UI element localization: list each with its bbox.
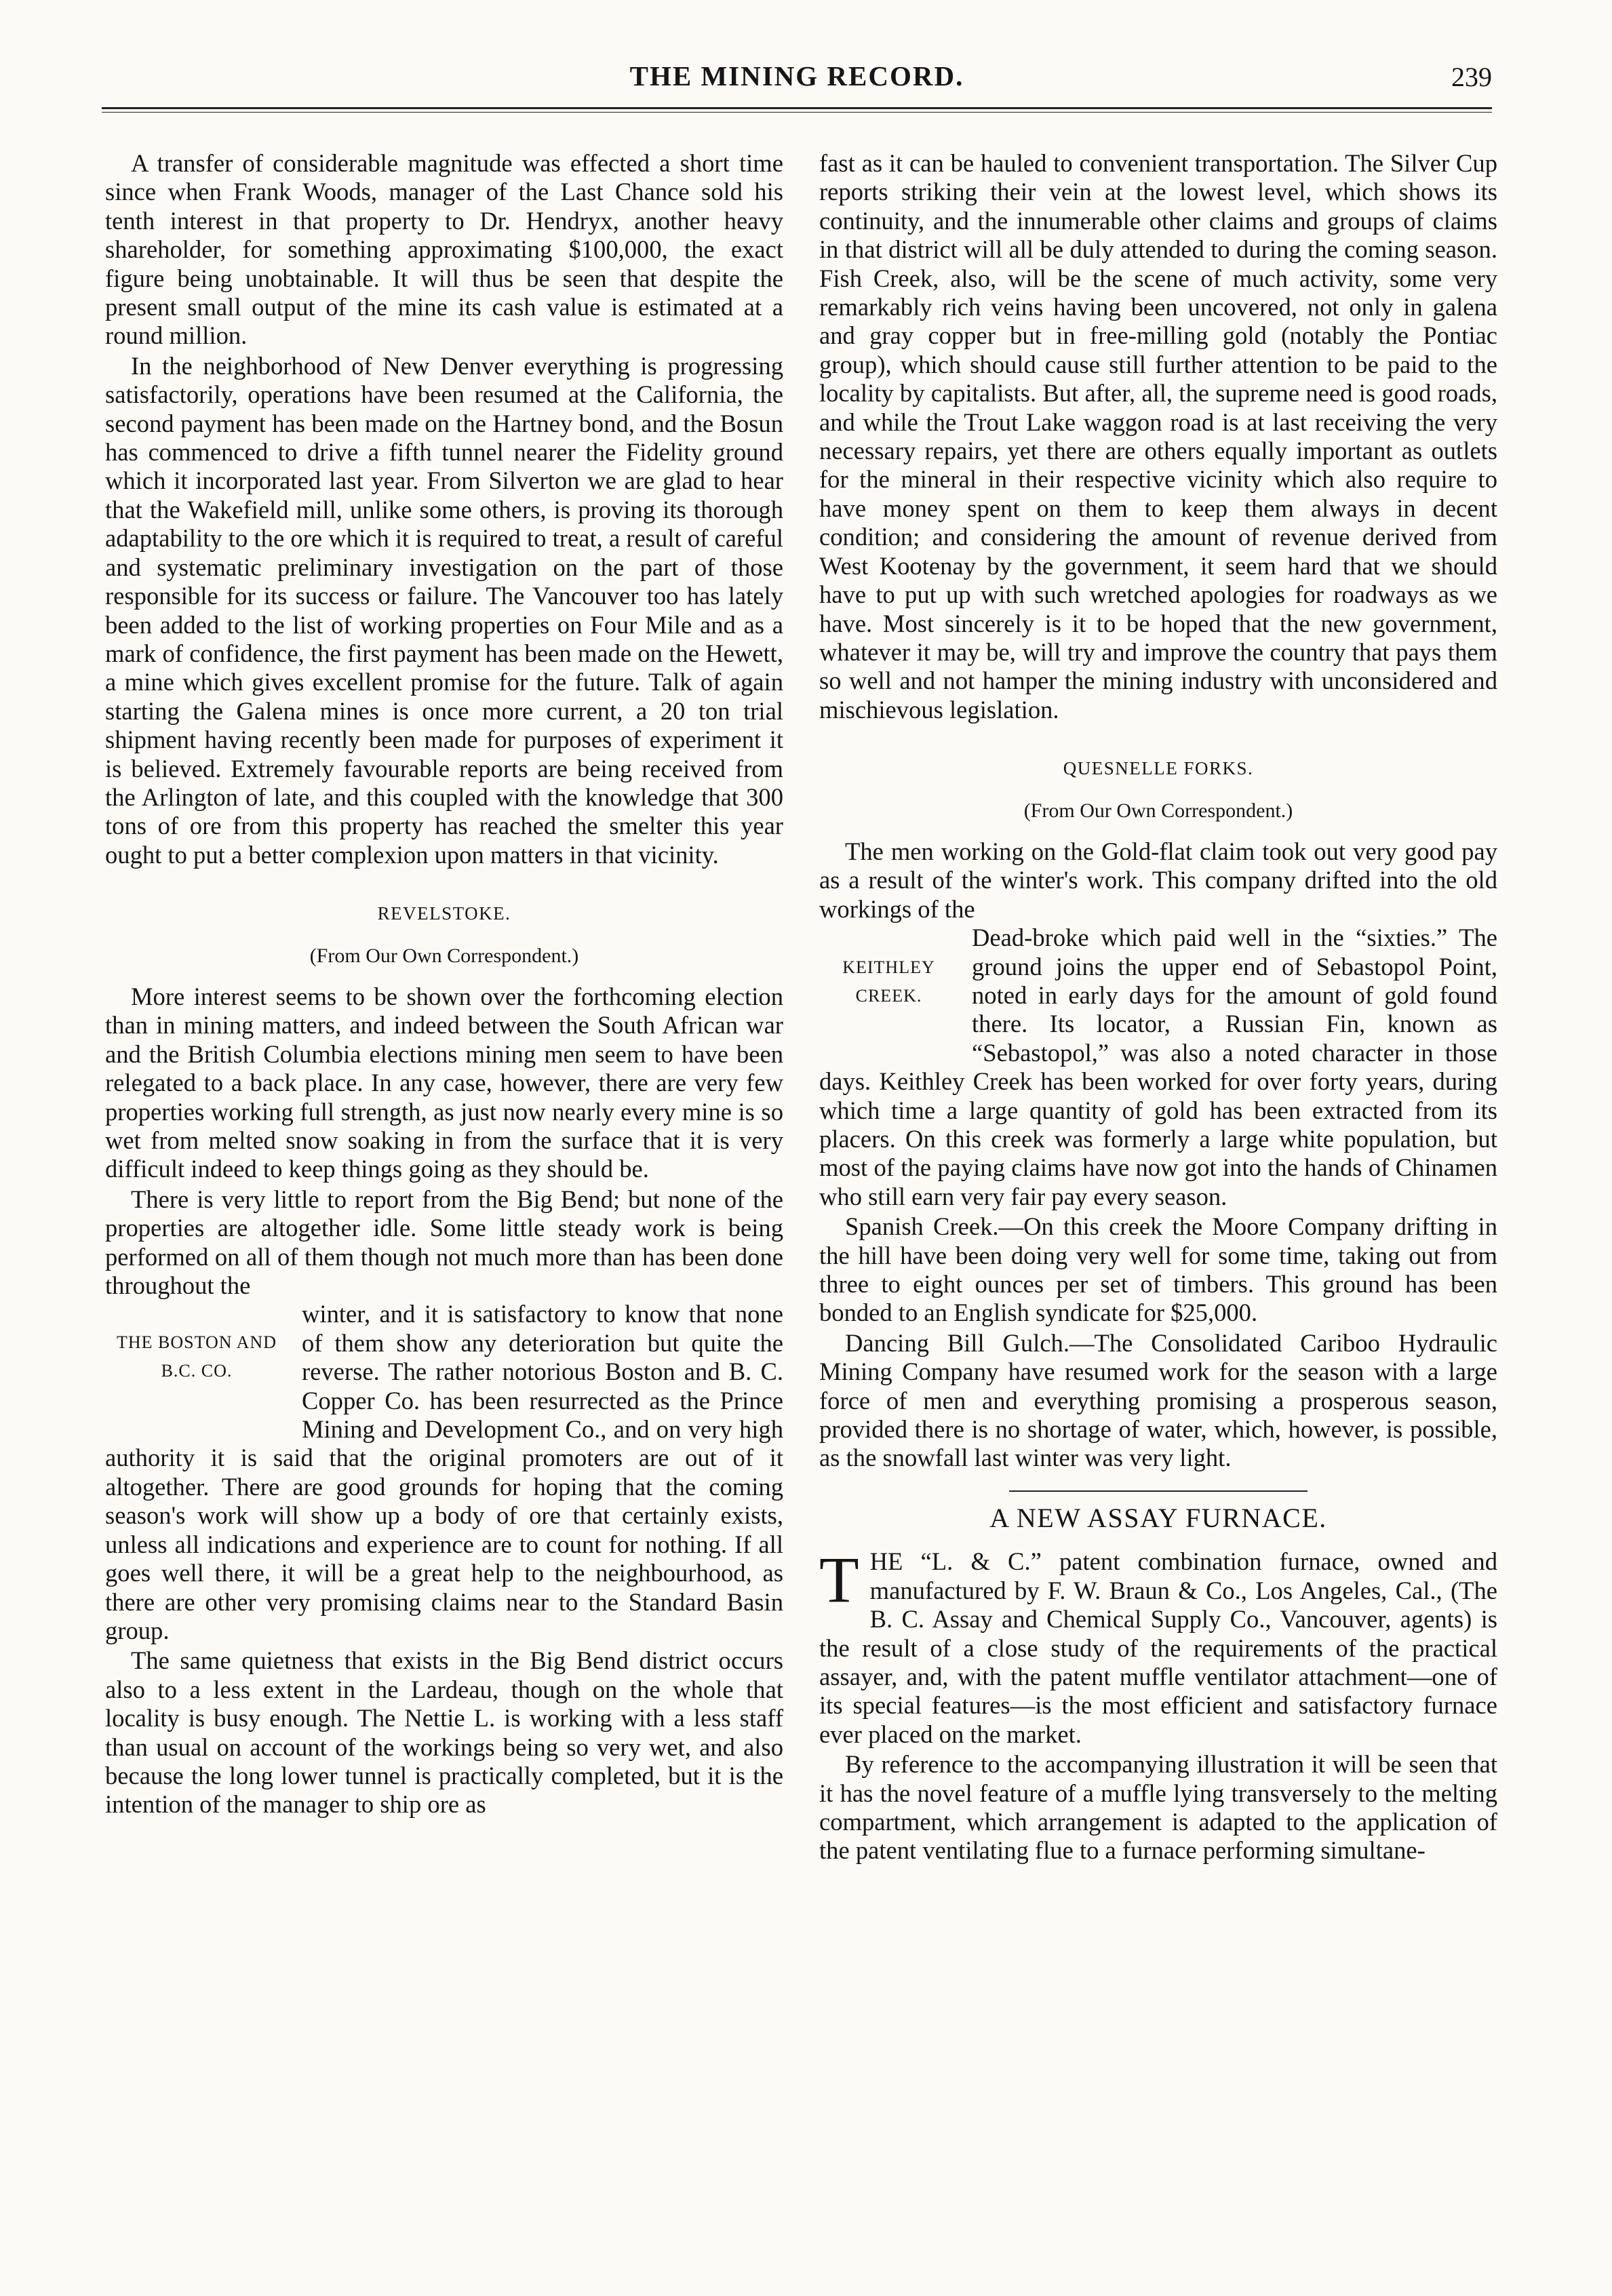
left-column [105,149,783,1819]
paragraph-fish-creek: fast as it can be hauled to convenient transportation. The Silver Cup reports striking their vein at the lowest level, which shows its continuity, and the innumerable other claims and groups of claims in that district will all be duly attended to during the coming season. Fish Creek, also, will be the scene of much activity, some very remarkably rich veins having been uncovered, not only in galena and gray copper but in free-milling gold (notably the Pontiac group), which should cause still further attention to be paid to the locality by capitalists. But after, all, the supreme need is good roads, and while the Trout Lake waggon road is at last receiving the very necessary repairs, yet there are others equally important as outlets for the mineral in their respective vicinity which also require to have money spent on them to keep them always in decent condition; and considering the amount of revenue derived from West Kootenay by the government, it seem hard that we should have to put up with such wretched apologies for roadways as we have. Most sincerely is it to be hoped that the new government, whatever it may be, will try and improve the country that pays them so well and not hamper the mining industry with unconsidered and mischievous legislation. [819,149,1497,724]
header-rule-thin [102,112,1492,113]
page-header [102,60,1492,100]
paragraph-gold-flat: The men working on the Gold-flat claim took out very good pay as a result of the winter's work. This company drifted into the old workings of the [819,837,1497,923]
section-heading-quesnelle: QUESNELLE FORKS. [1063,758,1254,779]
correspondent-line: (From Our Own Correspondent.) [1023,799,1293,822]
section-heading-revelstoke: REVELSTOKE. [377,903,511,924]
publication-title: THE MINING RECORD. [629,60,964,92]
paragraph-big-bend: There is very little to report from the Big Bend; but none of the properties are altogether idle. Some little steady work is being performed on all of them though not much more than has been done throughout the [105,1185,783,1300]
paragraph-keithley-creek: Dead-broke which paid well in the “sixties.” The ground joins the upper end of Sebastopol Point, noted in early days for the amount of gold found there. Its locator, a Russian Fin, known as “Sebastopol,” was also a noted character in those days. Keithley Creek has been worked for over forty years, during which time a large quantity of gold has been extracted from its placers. On this creek was formerly a large white population, but most of the paying claims have now got into the hands of Chinamen who still earn very fair pay every season. [819,924,1497,1210]
paragraph-election: More interest seems to be shown over the forthcoming election than in mining matters, and indeed between the South African war and the British Columbia elections mining men seem to have been relegated to a back place. In any case, however, there are very few properties working full strength, as just now nearly every mine is so wet from melted snow soaking in from the surface that it is very difficult indeed to keep things going as they should be. [105,982,783,1183]
right-column [819,149,1497,1865]
paragraph-spanish-creek: Spanish Creek.—On this creek the Moore Company drifting in the hill have been doing very well for some time, taking out from three to eight ounces per set of timbers. This ground has been bonded to an English syndicate for $25,000. [819,1212,1497,1327]
paragraph-furnace-illustration: By reference to the accompanying illustration it will be seen that it has the novel feature of a muffle lying transversely to the melting compartment, which arrangement is adapted to the application of the patent ventilating flue to a furnace performing simultane- [819,1750,1497,1865]
article-heading: A NEW ASSAY FURNACE. [989,1502,1327,1533]
paragraph-boston-co: winter, and it is satisfactory to know that none of them show any deterioration but quite the reverse. The rather notorious Boston and B. C. Copper Co. has been resurrected as the Prince Mining and Development Co., and on very high authority it is said that the original promoters are out of it altogether. There are good grounds for hoping that the coming season's work will show up a body of ore that certainly exists, unless all indications and experience are to count for nothing. If all goes well there, it will be a great help to the neighbourhood, as there are other very promising claims near to the Standard Basin group. [105,1300,783,1644]
article-divider [1009,1490,1308,1492]
page-number: 239 [1451,62,1492,92]
paragraph-dancing-bill: Dancing Bill Gulch.—The Consolidated Cariboo Hydraulic Mining Company have resumed work for the season with a large force of men and everything promising a prosperous season, provided there is no shortage of water, which, however, is possible, as the snowfall last winter was very light. [819,1328,1497,1472]
header-rule-thick [102,107,1492,109]
paragraph-lardeau: The same quietness that exists in the Big Bend district occurs also to a less extent in the Lardeau, though on the whole that locality is busy enough. The Nettie L. is working with a less staff than usual on account of the workings being so very wet, and also because the long lower tunnel is practically completed, but it is the intention of the manager to ship ore as [105,1646,783,1819]
correspondent-line: (From Our Own Correspondent.) [309,944,579,967]
sidenote-keithley: KEITHLEY CREEK. [842,957,935,1006]
sidenote-boston: THE BOSTON AND B.C. CO. [117,1332,277,1381]
paragraph-last-chance: A transfer of considerable magnitude was effected a short time since when Frank Woods, manager of the Last Chance sold his tenth interest in that property to Dr. Hendryx, another heavy shareholder, for something approximating $100,000, the exact figure being unobtainable. It will thus be seen that despite the present small output of the mine its cash value is estimated at a round million. [105,149,783,350]
drop-cap: T [819,1543,859,1617]
paragraph-new-denver: In the neighborhood of New Denver everything is progressing satisfactorily, operations have been resumed at the California, the second payment has been made on the Hartney bond, and the Bosun has commenced to drive a fifth tunnel nearer the Fidelity ground which it incorporated last year. From Silverton we are glad to hear that the Wakefield mill, unlike some others, is proving its thorough adaptability to the ore which it is required to treat, a result of careful and systematic preliminary investigation on the part of those responsible for its success or failure. The Vancouver too has lately been added to the list of working properties on Four Mile and as a mark of confidence, the first payment has been made on the Hewett, a mine which gives excellent promise for the future. Talk of again starting the Galena mines is once more current, a 20 ton trial shipment having recently been made for purposes of experiment it is believed. Extremely favourable reports are being received from the Arlington of late, and this coupled with the knowledge that 300 tons of ore from this property has reached the smelter this year ought to put a better complexion upon matters in that vicinity. [105,351,783,869]
furnace-intro-text: HE “L. & C.” patent combination furnace, owned and manufactured by F. W. Braun & Co., Los Angeles, Cal., (The B. C. Assay and Chemical Supply Co., Vancouver, agents) is the result of a close study of the requirements of the practical assayer, and, with the patent muffle ventilator attachment—one of its special features—is the most efficient and satisfactory furnace ever placed on the market. [819,1547,1497,1748]
paragraph-furnace-intro [819,1543,1497,1749]
